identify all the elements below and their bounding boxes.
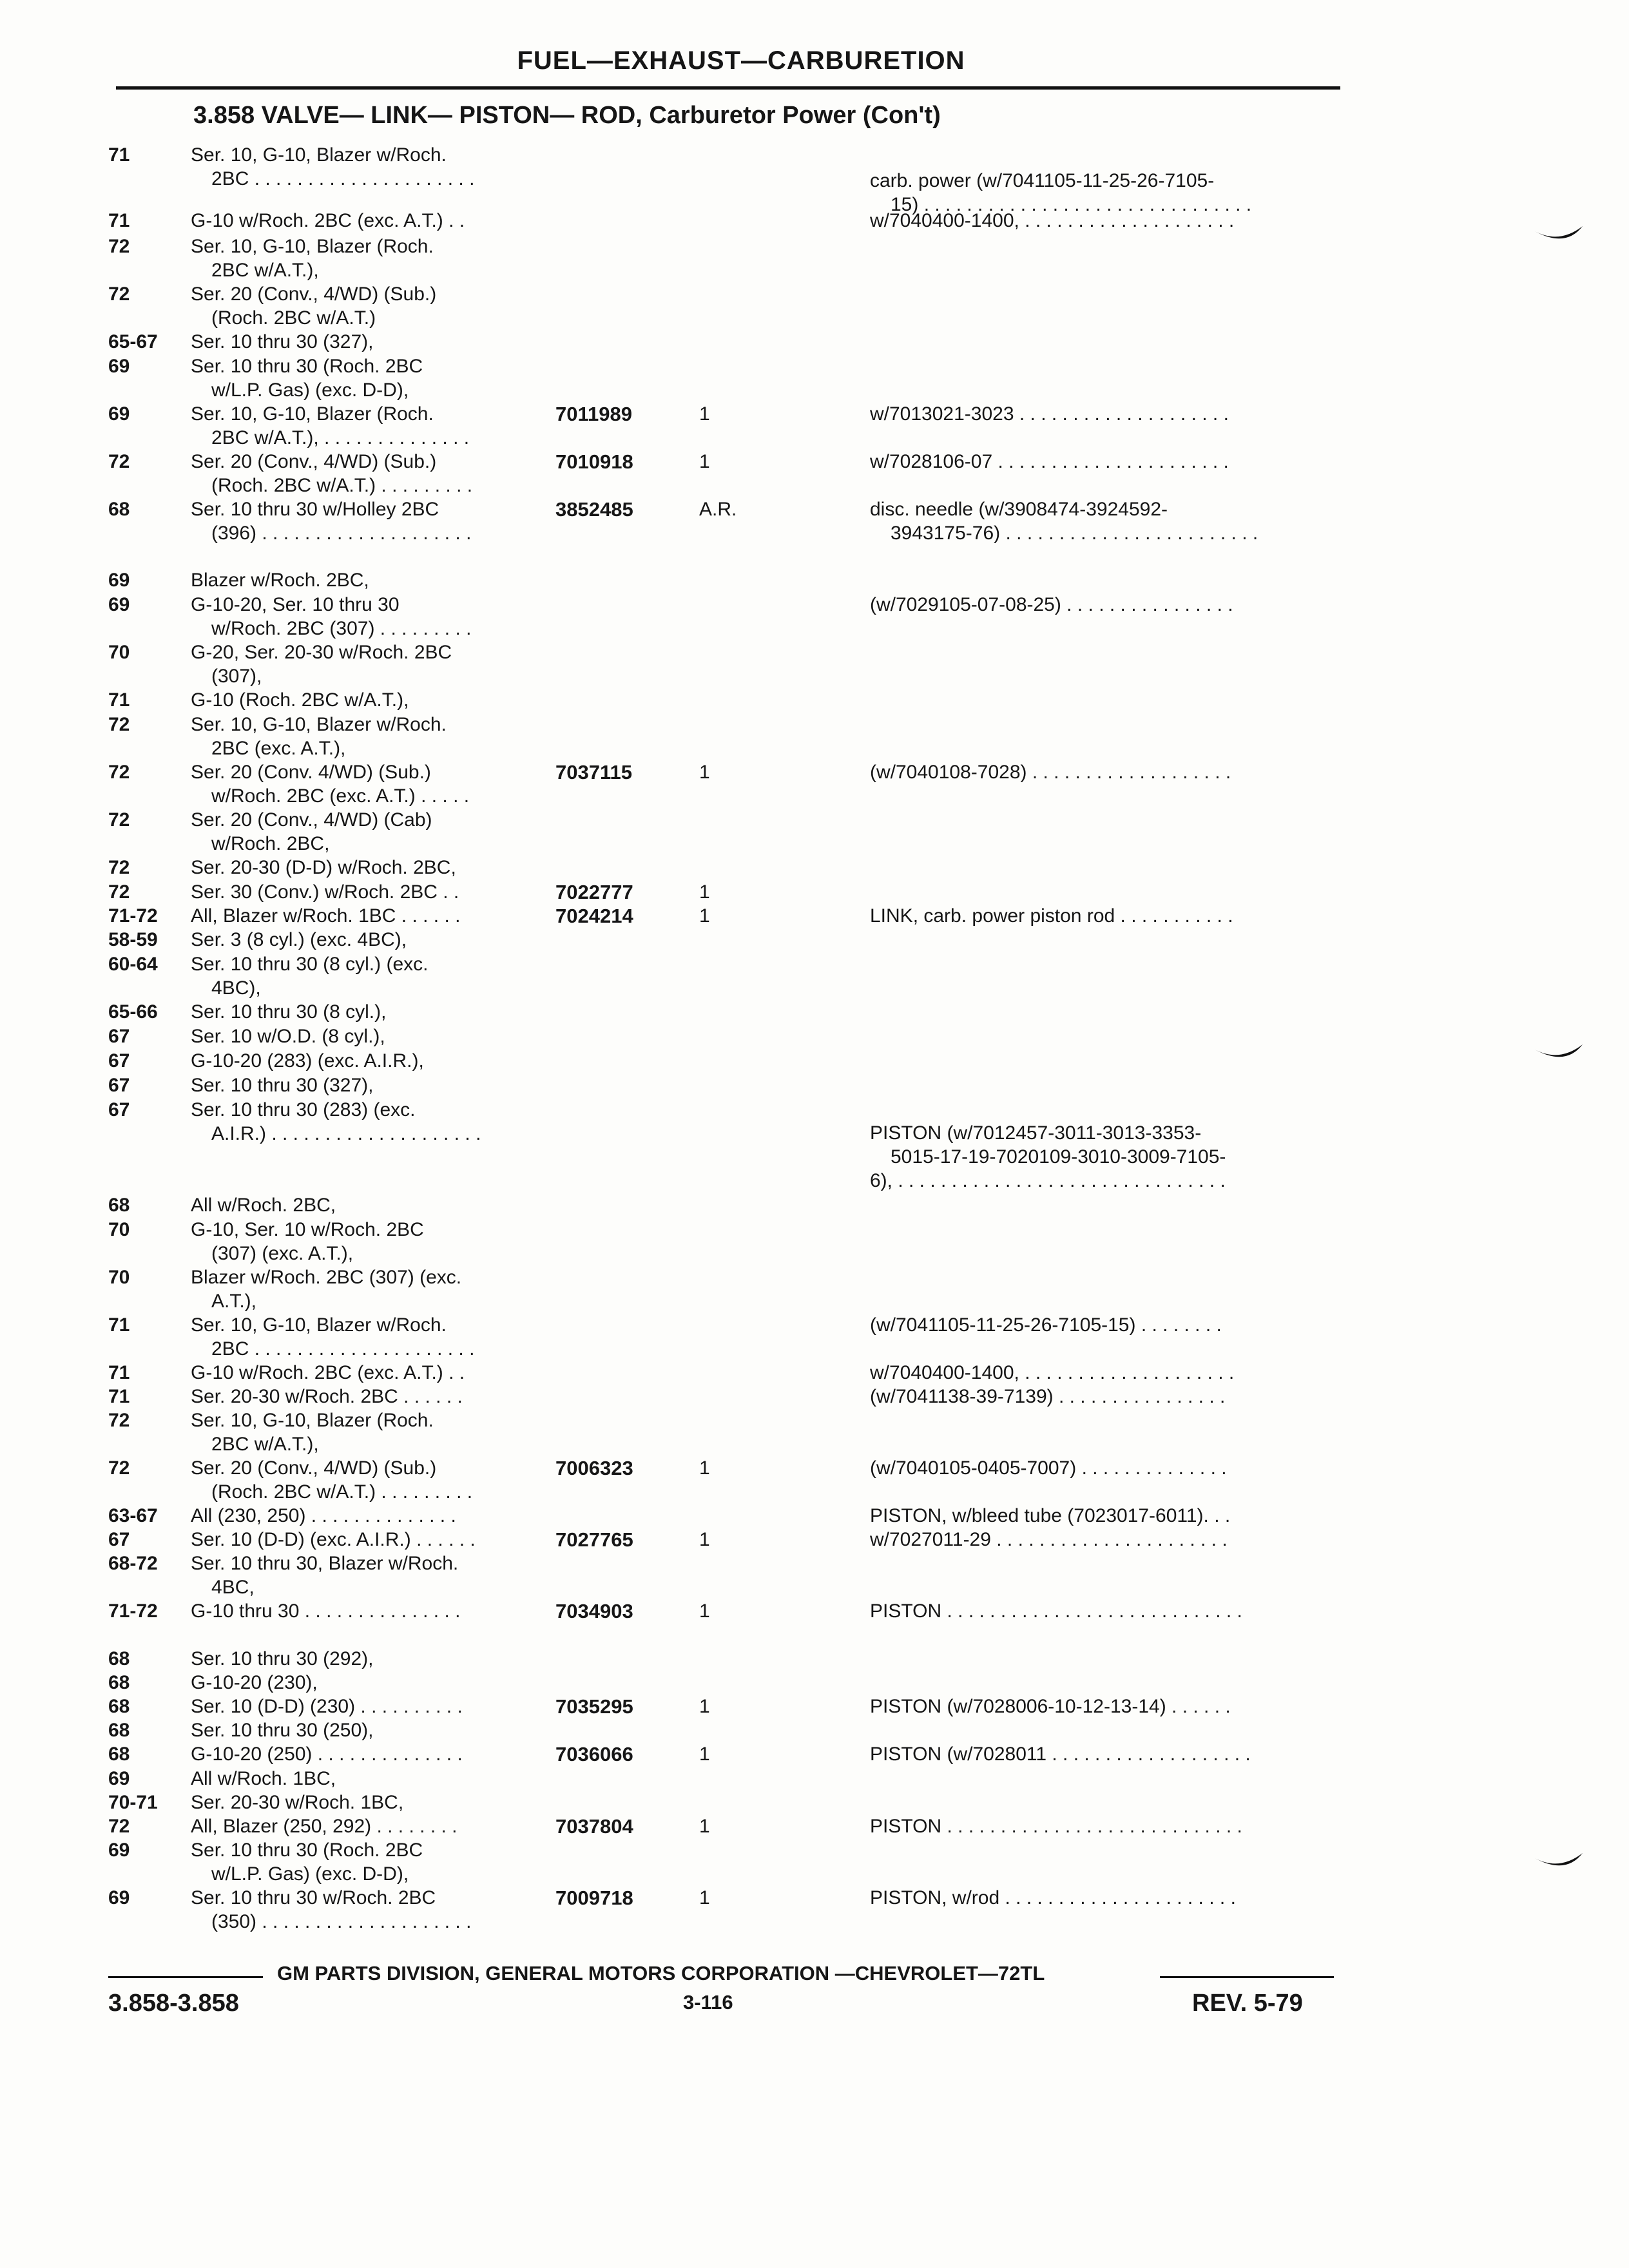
description-line: w/7027011-29 . . . . . . . . . . . . . . . . . . . . . .: [870, 1529, 1228, 1550]
model-year: 67: [108, 1075, 130, 1096]
model-year: 70: [108, 642, 130, 663]
application-line: Ser. 10 thru 30 (Roch. 2BC: [191, 1840, 423, 1861]
description-line: PISTON (w/7012457-3011-3013-3353-: [870, 1122, 1202, 1144]
quantity: 1: [699, 1744, 710, 1765]
model-year: 72: [108, 451, 130, 472]
application-line: Ser. 10 (D-D) (exc. A.I.R.) . . . . . .: [191, 1529, 476, 1550]
model-year: 68: [108, 1744, 130, 1765]
application: [191, 1767, 539, 1791]
model-year: 68: [108, 1720, 130, 1741]
application: [191, 856, 539, 879]
application-line-continued: 2BC (exc. A.T.),: [211, 738, 346, 759]
application: [191, 713, 539, 760]
application-line: All w/Roch. 1BC,: [191, 1768, 336, 1789]
application-line: Ser. 20-30 (D-D) w/Roch. 2BC,: [191, 857, 456, 878]
application: [191, 1599, 539, 1623]
application: [191, 1049, 539, 1073]
footer-rule-left: [108, 1976, 263, 1978]
model-year: 70: [108, 1267, 130, 1288]
model-year: 71: [108, 210, 130, 231]
description: [870, 1121, 1347, 1169]
footer-rule-right: [1160, 1976, 1334, 1978]
application: [191, 880, 539, 904]
application-line-continued: w/L.P. Gas) (exc. D-D),: [211, 380, 409, 401]
application: [191, 402, 539, 450]
application-line: G-10 thru 30 . . . . . . . . . . . . . . .: [191, 1600, 461, 1622]
model-year: 67: [108, 1050, 130, 1072]
model-year: 71: [108, 689, 130, 711]
application-line-continued: A.I.R.) . . . . . . . . . . . . . . . . . . . .: [211, 1123, 481, 1144]
description: [870, 497, 1347, 545]
model-year: 69: [108, 1840, 130, 1861]
model-year: 68: [108, 1195, 130, 1216]
quantity: 1: [699, 881, 710, 903]
binder-mark: [1534, 1041, 1585, 1066]
description-line: carb. power (w/7041105-11-25-26-7105-: [870, 170, 1215, 191]
application-line: All (230, 250) . . . . . . . . . . . . . .: [191, 1505, 456, 1526]
application: [191, 1408, 539, 1456]
model-year: 67: [108, 1026, 130, 1047]
application: [191, 1552, 539, 1599]
application-line-continued: (Roch. 2BC w/A.T.) . . . . . . . . .: [211, 475, 473, 496]
application: [191, 1718, 539, 1742]
quantity: 1: [699, 1529, 710, 1550]
model-year: 68: [108, 499, 130, 520]
quantity: 1: [699, 451, 710, 472]
part-number: 7036066: [555, 1743, 633, 1765]
application-line: Ser. 20-30 w/Roch. 2BC . . . . . .: [191, 1386, 463, 1407]
model-year: 68: [108, 1672, 130, 1693]
application-line: Ser. 10 thru 30, Blazer w/Roch.: [191, 1553, 459, 1574]
application: [191, 1385, 539, 1408]
application: [191, 593, 539, 640]
quantity: 1: [699, 905, 710, 927]
application-line: G-10-20 (283) (exc. A.I.R.),: [191, 1050, 424, 1072]
description-line: (w/7040108-7028) . . . . . . . . . . . . . . . . . . .: [870, 762, 1231, 783]
application-line-continued: w/Roch. 2BC (exc. A.T.) . . . . .: [211, 785, 470, 807]
quantity: 1: [699, 403, 710, 425]
application-line: All, Blazer (250, 292) . . . . . . . .: [191, 1816, 458, 1837]
application: [191, 450, 539, 497]
application: [191, 1218, 539, 1265]
application-line: G-10 w/Roch. 2BC (exc. A.T.) . .: [191, 210, 465, 231]
application-line-continued: A.T.),: [211, 1291, 257, 1312]
quantity: 1: [699, 1696, 710, 1717]
binder-mark: [1534, 222, 1585, 248]
model-year: 65-67: [108, 331, 158, 352]
application: [191, 904, 539, 928]
application-line: Ser. 10 thru 30 (327),: [191, 1075, 374, 1096]
description-line: PISTON . . . . . . . . . . . . . . . . . . . . . . . . . . . .: [870, 1816, 1242, 1837]
application-line: Ser. 10 thru 30 (8 cyl.),: [191, 1001, 387, 1023]
description: [870, 1742, 1347, 1766]
application: [191, 928, 539, 952]
application: [191, 209, 539, 233]
header-rule: [116, 86, 1340, 90]
part-number: 7024214: [555, 905, 633, 927]
application-line-continued: 4BC,: [211, 1577, 255, 1598]
application-line: G-10 (Roch. 2BC w/A.T.),: [191, 689, 409, 711]
description: [870, 1456, 1347, 1480]
application-line-continued: w/Roch. 2BC (307) . . . . . . . . .: [211, 618, 472, 639]
application-line: Ser. 10 thru 30 (292),: [191, 1648, 374, 1669]
application: [191, 1313, 539, 1361]
model-year: 68: [108, 1648, 130, 1669]
application-line: All w/Roch. 2BC,: [191, 1195, 336, 1216]
application-line: G-10-20, Ser. 10 thru 30: [191, 594, 400, 615]
application-line: Ser. 10 thru 30 w/Holley 2BC: [191, 499, 439, 520]
model-year: 72: [108, 1457, 130, 1479]
application: [191, 760, 539, 808]
application-line: Ser. 10, G-10, Blazer w/Roch.: [191, 714, 447, 735]
model-year: 71: [108, 1386, 130, 1407]
model-year: 71: [108, 144, 130, 166]
part-number: 3852485: [555, 498, 633, 521]
model-year: 69: [108, 356, 130, 377]
description-line-continued: 15) . . . . . . . . . . . . . . . . . . . . . . . . . . . . . . .: [891, 194, 1252, 215]
description-line: LINK, carb. power piston rod . . . . . . . . . . .: [870, 905, 1233, 927]
model-year: 72: [108, 762, 130, 783]
model-year: 70-71: [108, 1792, 158, 1813]
application: [191, 330, 539, 354]
application-line: Ser. 10 thru 30 w/Roch. 2BC: [191, 1887, 436, 1908]
part-number: 7009718: [555, 1887, 633, 1909]
model-year: 71: [108, 1362, 130, 1383]
application-line: Ser. 10 (D-D) (230) . . . . . . . . . .: [191, 1696, 463, 1717]
application-line: Ser. 20 (Conv., 4/WD) (Sub.): [191, 451, 437, 472]
application-line: Ser. 20 (Conv. 4/WD) (Sub.): [191, 762, 431, 783]
description-line: w/7028106-07 . . . . . . . . . . . . . . . . . . . . . .: [870, 451, 1229, 472]
model-year: 71: [108, 1314, 130, 1336]
application-line-continued: (396) . . . . . . . . . . . . . . . . . . . .: [211, 523, 472, 544]
application: [191, 1695, 539, 1718]
application: [191, 688, 539, 712]
application-line-continued: 2BC w/A.T.), . . . . . . . . . . . . . .: [211, 427, 470, 448]
model-year: 63-67: [108, 1505, 158, 1526]
part-number: 7037804: [555, 1815, 633, 1838]
application-line: Ser. 10 thru 30 (8 cyl.) (exc.: [191, 954, 429, 975]
quantity: 1: [699, 1600, 710, 1622]
application-line: Ser. 10, G-10, Blazer w/Roch.: [191, 1314, 447, 1336]
application: [191, 1742, 539, 1766]
application: [191, 1024, 539, 1048]
application-line: Blazer w/Roch. 2BC,: [191, 570, 369, 591]
application: [191, 1000, 539, 1024]
application-line: G-10, Ser. 10 w/Roch. 2BC: [191, 1219, 424, 1240]
description: [870, 1361, 1347, 1385]
description: [870, 1814, 1347, 1838]
description: [870, 450, 1347, 474]
description-line: w/7013021-3023 . . . . . . . . . . . . . . . . . . . .: [870, 403, 1229, 425]
application: [191, 1814, 539, 1838]
description-line: PISTON, w/rod . . . . . . . . . . . . . . . . . . . . . .: [870, 1887, 1236, 1908]
description: [870, 1528, 1347, 1552]
description-line-continued: 5015-17-19-7020109-3010-3009-7105-: [891, 1146, 1226, 1168]
model-year: 72: [108, 714, 130, 735]
application: [191, 1098, 539, 1146]
model-year: 69: [108, 1887, 130, 1908]
description-line: (w/7040105-0405-7007) . . . . . . . . . . . . . .: [870, 1457, 1227, 1479]
part-number: 7010918: [555, 450, 633, 473]
application: [191, 1886, 539, 1934]
application: [191, 1265, 539, 1313]
application: [191, 1838, 539, 1886]
description-line: (w/7029105-07-08-25) . . . . . . . . . . . . . . . .: [870, 594, 1233, 615]
application-line: Ser. 10, G-10, Blazer (Roch.: [191, 1410, 434, 1431]
part-number: 7035295: [555, 1695, 633, 1718]
description: [870, 1169, 1347, 1193]
application: [191, 1528, 539, 1552]
page-title: FUEL—EXHAUST—CARBURETION: [517, 46, 965, 75]
description-line: 6), . . . . . . . . . . . . . . . . . . . . . . . . . . . . . . .: [870, 1170, 1226, 1191]
application: [191, 354, 539, 402]
quantity: A.R.: [699, 499, 737, 520]
description-line: disc. needle (w/3908474-3924592-: [870, 499, 1168, 520]
model-year: 69: [108, 594, 130, 615]
part-number: 7027765: [555, 1528, 633, 1551]
application: [191, 1073, 539, 1097]
application-line-continued: (307),: [211, 666, 262, 687]
application: [191, 808, 539, 856]
application-line-continued: w/L.P. Gas) (exc. D-D),: [211, 1863, 409, 1885]
model-year: 68: [108, 1696, 130, 1717]
application-line: Ser. 30 (Conv.) w/Roch. 2BC . .: [191, 881, 459, 903]
application: [191, 235, 539, 282]
description: [870, 1504, 1347, 1528]
application-line-continued: (307) (exc. A.T.),: [211, 1243, 354, 1264]
application-line-continued: 2BC w/A.T.),: [211, 260, 319, 281]
quantity: 1: [699, 1457, 710, 1479]
description-line-continued: 3943175-76) . . . . . . . . . . . . . . . . . . . . . . . .: [891, 523, 1258, 544]
description-line: w/7040400-1400, . . . . . . . . . . . . . . . . . . . .: [870, 1362, 1235, 1383]
model-year: 68-72: [108, 1553, 158, 1574]
application: [191, 1456, 539, 1504]
application: [191, 143, 539, 191]
part-number: 7037115: [555, 761, 632, 783]
description-line: w/7040400-1400, . . . . . . . . . . . . . . . . . . . .: [870, 210, 1235, 231]
model-year: 60-64: [108, 954, 158, 975]
application-line: Ser. 10 thru 30 (250),: [191, 1720, 374, 1741]
application-line-continued: (Roch. 2BC w/A.T.) . . . . . . . . .: [211, 1481, 473, 1503]
binder-mark: [1534, 1849, 1585, 1875]
description-line: (w/7041105-11-25-26-7105-15) . . . . . . . .: [870, 1314, 1222, 1336]
application: [191, 1671, 539, 1695]
model-year: 72: [108, 881, 130, 903]
application: [191, 497, 539, 545]
description-line: PISTON (w/7028006-10-12-13-14) . . . . . .: [870, 1696, 1231, 1717]
description: [870, 760, 1347, 784]
application-line: Ser. 10 thru 30 (283) (exc.: [191, 1099, 416, 1120]
model-year: 71-72: [108, 1600, 158, 1622]
application: [191, 1791, 539, 1814]
part-number: 7006323: [555, 1457, 633, 1479]
footer-revision: REV. 5-79: [1192, 1990, 1303, 2017]
application-line: Ser. 20 (Conv., 4/WD) (Sub.): [191, 1457, 437, 1479]
application-line: G-10 w/Roch. 2BC (exc. A.T.) . .: [191, 1362, 465, 1383]
application-line: All, Blazer w/Roch. 1BC . . . . . .: [191, 905, 461, 927]
description: [870, 904, 1347, 928]
description-line: (w/7041138-39-7139) . . . . . . . . . . . . . . . .: [870, 1386, 1226, 1407]
application-line: Ser. 10, G-10, Blazer (Roch.: [191, 236, 434, 257]
application: [191, 952, 539, 1000]
description: [870, 1313, 1347, 1337]
application-line: Ser. 20 (Conv., 4/WD) (Cab): [191, 809, 432, 831]
description: [870, 1599, 1347, 1623]
footer-section-range: 3.858-3.858: [108, 1990, 239, 2017]
application-line-continued: (Roch. 2BC w/A.T.): [211, 307, 376, 329]
part-number: 7022777: [555, 881, 633, 903]
application-line: Ser. 10, G-10, Blazer (Roch.: [191, 403, 434, 425]
quantity: 1: [699, 762, 710, 783]
model-year: 71-72: [108, 905, 158, 927]
model-year: 69: [108, 403, 130, 425]
description: [870, 402, 1347, 426]
application-line: Ser. 10 w/O.D. (8 cyl.),: [191, 1026, 385, 1047]
model-year: 65-66: [108, 1001, 158, 1023]
model-year: 69: [108, 1768, 130, 1789]
application-line: Ser. 10, G-10, Blazer w/Roch.: [191, 144, 447, 166]
model-year: 72: [108, 236, 130, 257]
section-title: 3.858 VALVE— LINK— PISTON— ROD, Carburetor Power (Con't): [193, 102, 941, 129]
description: [870, 209, 1347, 233]
application-line-continued: (350) . . . . . . . . . . . . . . . . . . . .: [211, 1911, 472, 1932]
part-number: 7011989: [555, 403, 632, 425]
application-line: Ser. 10 thru 30 (Roch. 2BC: [191, 356, 423, 377]
application-line-continued: 2BC . . . . . . . . . . . . . . . . . . . . .: [211, 1338, 475, 1360]
application-line-continued: w/Roch. 2BC,: [211, 833, 330, 854]
description: [870, 593, 1347, 617]
part-number: 7034903: [555, 1600, 633, 1622]
application-line-continued: 2BC w/A.T.),: [211, 1434, 319, 1455]
application-line-continued: 4BC),: [211, 977, 261, 999]
application-line: G-20, Ser. 20-30 w/Roch. 2BC: [191, 642, 452, 663]
description-line: PISTON, w/bleed tube (7023017-6011). . .: [870, 1505, 1231, 1526]
model-year: 72: [108, 809, 130, 831]
application: [191, 1361, 539, 1385]
model-year: 58-59: [108, 929, 158, 950]
application: [191, 1647, 539, 1671]
application-line: Blazer w/Roch. 2BC (307) (exc.: [191, 1267, 462, 1288]
description: [870, 1695, 1347, 1718]
footer-page-number: 3-116: [683, 1991, 733, 2013]
description-line: PISTON . . . . . . . . . . . . . . . . . . . . . . . . . . . .: [870, 1600, 1242, 1622]
application: [191, 1193, 539, 1217]
application: [191, 282, 539, 330]
application: [191, 640, 539, 688]
model-year: 70: [108, 1219, 130, 1240]
description-line: PISTON (w/7028011 . . . . . . . . . . . . . . . . . . .: [870, 1744, 1251, 1765]
application: [191, 1504, 539, 1528]
application-line-continued: 2BC . . . . . . . . . . . . . . . . . . . . .: [211, 168, 475, 189]
model-year: 67: [108, 1099, 130, 1120]
model-year: 69: [108, 570, 130, 591]
description: [870, 1886, 1347, 1910]
application-line: Ser. 20 (Conv., 4/WD) (Sub.): [191, 284, 437, 305]
application: [191, 568, 539, 592]
application-line: Ser. 3 (8 cyl.) (exc. 4BC),: [191, 929, 407, 950]
footer-publisher: GM PARTS DIVISION, GENERAL MOTORS CORPORATION —CHEVROLET—72TL: [277, 1962, 1045, 1984]
application-line: G-10-20 (230),: [191, 1672, 318, 1693]
quantity: 1: [699, 1816, 710, 1837]
model-year: 67: [108, 1529, 130, 1550]
model-year: 72: [108, 1816, 130, 1837]
application-line: Ser. 20-30 w/Roch. 1BC,: [191, 1792, 404, 1813]
model-year: 72: [108, 1410, 130, 1431]
application-line: Ser. 10 thru 30 (327),: [191, 331, 374, 352]
application-line: G-10-20 (250) . . . . . . . . . . . . . .: [191, 1744, 463, 1765]
model-year: 72: [108, 284, 130, 305]
model-year: 72: [108, 857, 130, 878]
quantity: 1: [699, 1887, 710, 1908]
description: [870, 1385, 1347, 1408]
